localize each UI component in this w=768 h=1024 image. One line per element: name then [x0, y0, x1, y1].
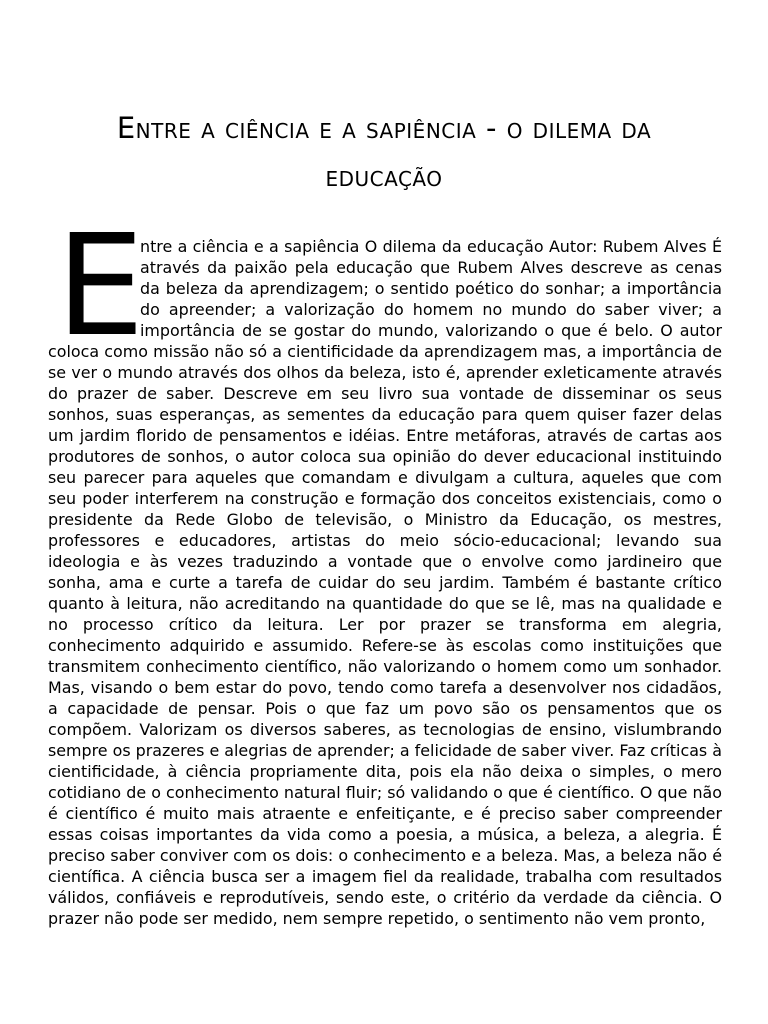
body-paragraph	[48, 205, 722, 929]
document-title: Entre a ciência e a sapiência - o dilema da educação	[116, 111, 652, 193]
body-text: ntre a ciência e a sapiência O dilema da educação Autor: Rubem Alves É através da paixão pela educação que Rubem Alves descreve as cenas da beleza da aprendizagem; o sentido poético do sonhar; a importância do apreender; a valorização do homem no mundo do saber viver; a importância de se gostar do mundo, valorizando o que é belo. O autor coloca como missão não só a cientificidade da aprendizagem mas, a importância de se ver o mundo através dos olhos da beleza, isto é, aprender exleticamente através do prazer de saber. Descreve em seu livro sua vontade de disseminar os seus sonhos, suas esperanças, as sementes da educação para quem quiser fazer delas um jardim florido de pensamentos e idéias. Entre metáforas, através de cartas aos produtores de sonhos, o autor coloca sua opinião do dever educacional instituindo seu parecer para aqueles que comandam e divulgam a cultura, aqueles que com seu poder interferem na construção e formação dos conceitos existenciais, como o presidente da Rede Globo de televisão, o Ministro da Educação, os mestres, professores e educadores, artistas do meio sócio-educacional; levando sua ideologia e às vezes traduzindo a vontade que o envolve como jardineiro que sonha, ama e curte a tarefa de cuidar do seu jardim. Também é bastante crítico quanto à leitura, não acreditando na quantidade do que se lê, mas na qualidade e no processo crítico da leitura. Ler por prazer se transforma em alegria, conhecimento adquirido e assumido. Refere-se às escolas como instituições que transmitem conhecimento científico, não valorizando o homem como um sonhador. Mas, visando o bem estar do povo, tendo como tarefa a desenvolver nos cidadãos, a capacidade de pensar. Pois o que faz um povo são os pensamentos que os compõem. Valorizam os diversos saberes, as tecnologias de ensino, vislumbrando sempre os prazeres e alegrias de aprender; a felicidade de saber viver. Faz críticas à cientificidade, à ciência propriamente dita, pois ela não deixa o simples, o mero cotidiano de o conhecimento natural fluir; só validando o que é científico. O que não é científico é muito mais atraente e enfeitiçante, e é preciso saber compreender essas coisas importantes da vida como a poesia, a música, a beleza, a alegria. É preciso saber conviver com os dois: o conhecimento e a beleza. Mas, a beleza não é científica. A ciência busca ser a imagem fiel da realidade, trabalha com resultados válidos, confiáveis e reprodutíveis, sendo este, o critério da verdade da ciência. O prazer não pode ser medido, nem sempre repetido, o sentimento não vem pronto,	[48, 237, 722, 928]
drop-cap-letter: E	[56, 205, 145, 368]
drop-cap	[56, 205, 145, 368]
